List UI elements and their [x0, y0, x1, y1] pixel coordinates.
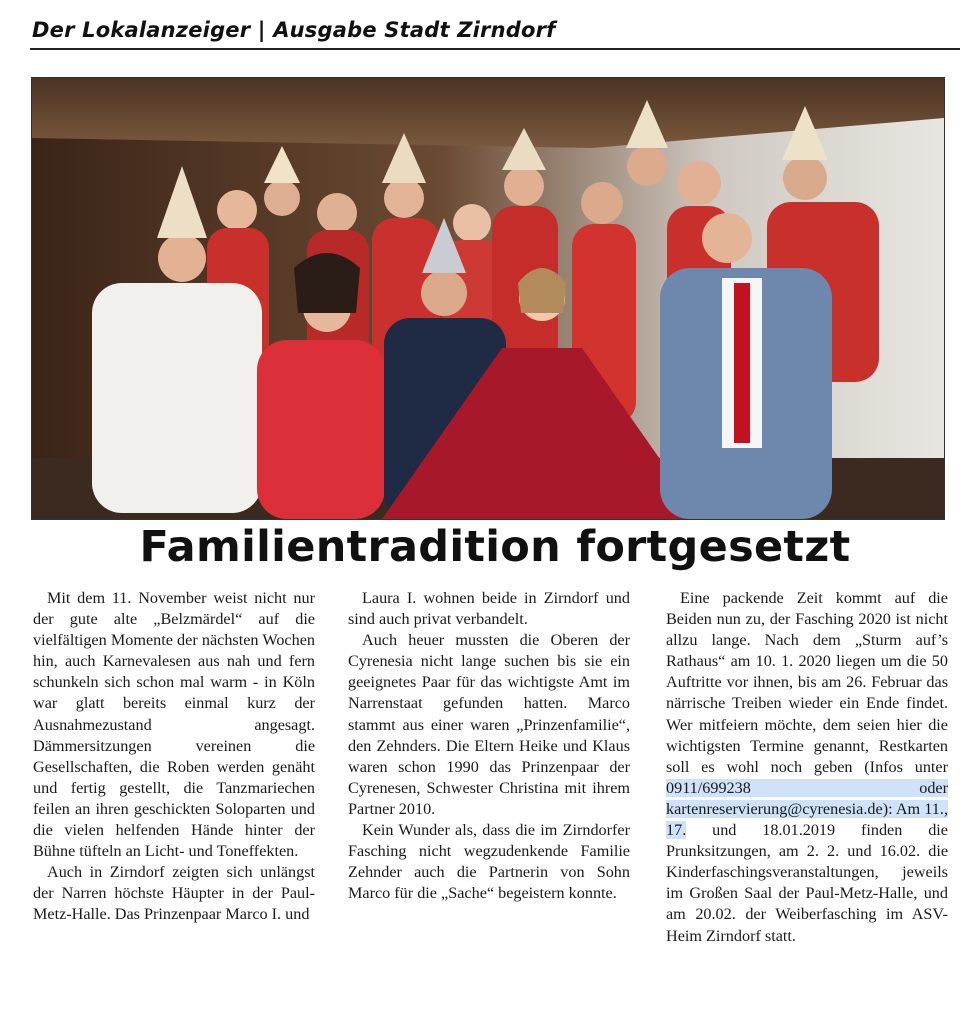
paragraph: Kein Wunder als, dass die im Zirndorfer Fasching nicht wegzudenkende Familie Zehnder auch die Partnerin von Sohn Marco für die „Sache“ begeistern konnte. [348, 821, 630, 903]
article-headline: Familientradition fortgesetzt [139, 522, 851, 572]
paragraph: Mit dem 11. November weist nicht nur der gute alte „Belzmärdel“ auf die vielfältigen Momente der nächsten Wochen hin, auch Karnevalesen aus nah und fern schunkeln sich schon mal warm - in Köln war glatt bereits einmal kurz der Ausnahmezustand angesagt. Dämmersitzungen vereinen die Gesellschaften, die Roben werden genäht und fertig gestellt, die Tanzmariechen feilen an ihren geschickten Soloparten und die vielen helfenden Hände hinter der Bühne tüfteln an Licht- und Toneffekten. [33, 589, 315, 861]
text-segment: Eine packende Zeit kommt auf die Beiden nun zu, der Fasching 2020 ist nicht allzu lange. Nach dem „Sturm auf’s Rathaus“ am 10. 1. 2020 liegen um die 50 Auftritte vor ihnen, bis am 26. Februar das närrische Treiben wieder ein Ende findet. Wer mitfeiern möchte, dem seien hier die wichtigsten Termine genannt, Restkarten soll es wohl noch geben (Infos unter [666, 589, 948, 776]
article-photo [31, 77, 945, 520]
newspaper-title: Der Lokalanzeiger | Ausgabe Stadt Zirndorf [32, 18, 556, 42]
group-photo-carnival-icon [32, 78, 944, 519]
newspaper-header [30, 14, 960, 50]
paragraph: Auch heuer mussten die Oberen der Cyrenesia nicht lange suchen bis sie ein geeignetes Paar für das wichtigste Amt im Narrenstaat gefunden hatten. Marco stammt aus einer waren „Prinzenfamilie“, den Zehnders. Die Eltern Heike und Klaus waren schon 1990 das Prinzenpaar der Cyrenesen, Schwester Christina mit ihrem Partner 2010. [348, 631, 630, 818]
paragraph: Auch in Zirndorf zeigten sich unlängst der Narren höchste Häupter in der Paul-Metz-Halle. Das Prinzenpaar Marco I. und [33, 863, 315, 924]
article-column-2 [348, 588, 630, 904]
paragraph: Laura I. wohnen beide in Zirndorf und sind auch privat verbandelt. [348, 589, 630, 629]
text-segment: und 18.01.2019 finden die Prunksitzungen, am 2. 2. und 16.02. die Kinderfaschingsveranstaltungen, jeweils im Großen Saal der Paul-Metz-Halle, und am 20.02. der Weiberfasching im ASV-Heim Zirndorf statt. [666, 821, 948, 945]
paragraph [666, 588, 948, 947]
article-column-3 [666, 588, 948, 947]
highlighted-contact-info: 0911/699238 oder kartenreservierung@cyrenesia.de): Am 11., 17. [666, 778, 948, 840]
article-column-1 [33, 588, 315, 926]
